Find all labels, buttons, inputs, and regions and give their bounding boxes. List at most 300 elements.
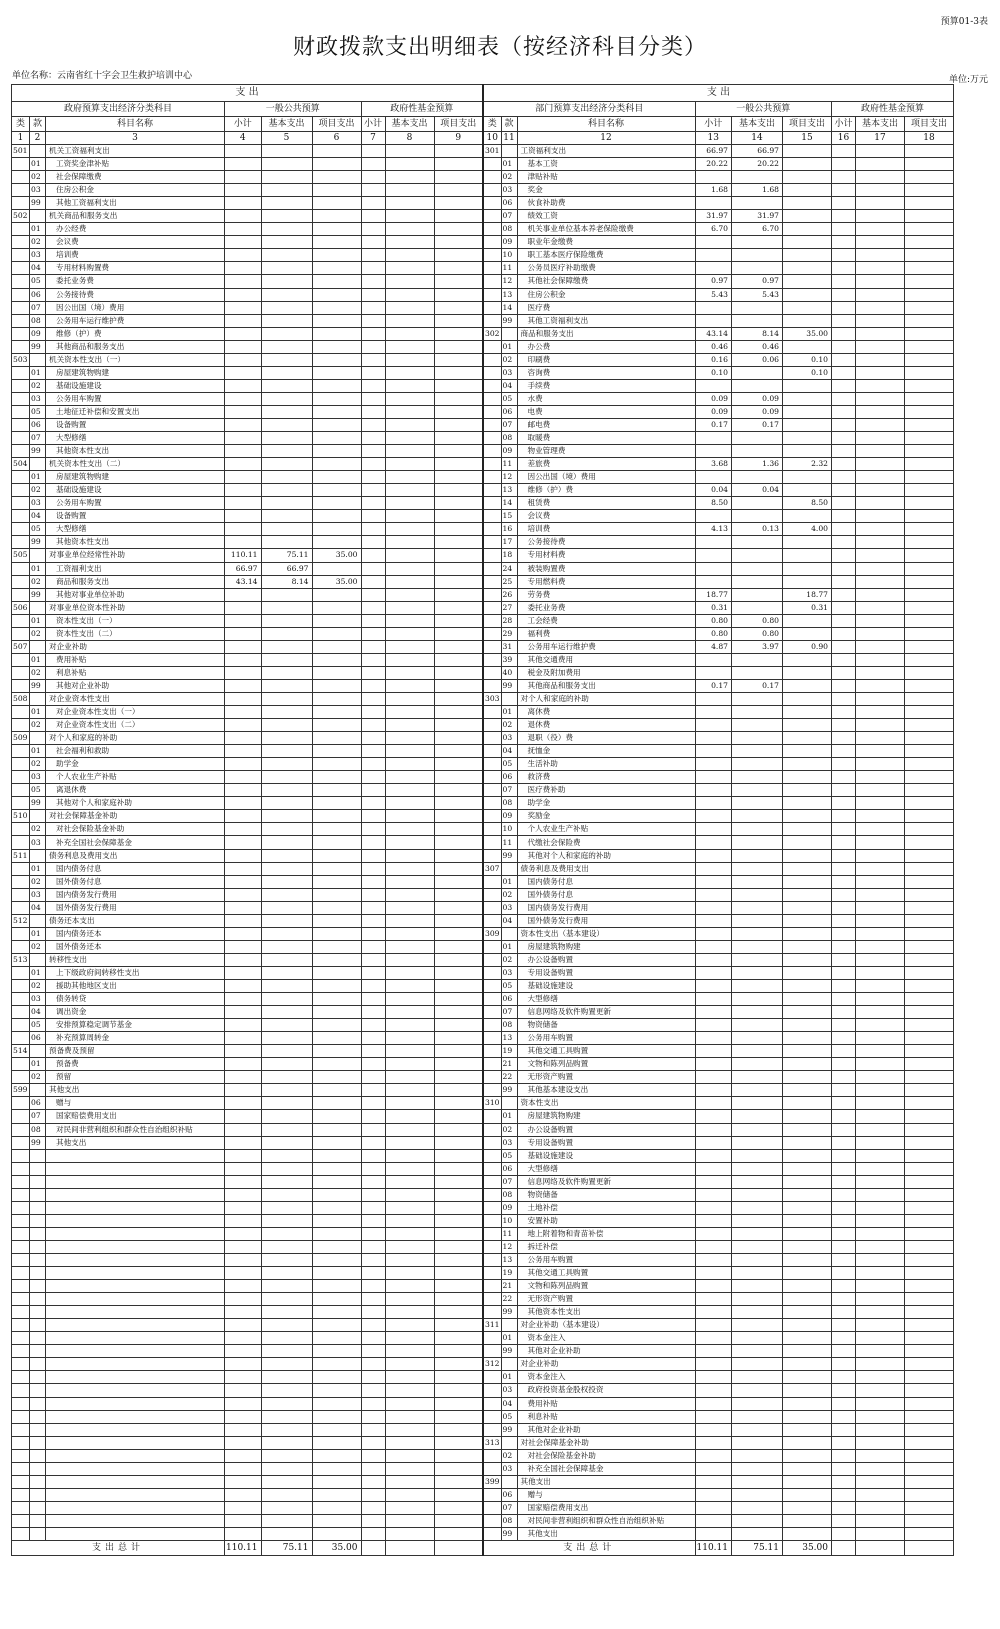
cell-fund-basic xyxy=(856,340,905,353)
cell-kuan: 03 xyxy=(501,366,517,379)
cell-basic xyxy=(261,145,312,158)
cell-fund-project xyxy=(905,1149,954,1162)
cell-subtotal xyxy=(695,1319,732,1332)
cell-fund-basic xyxy=(385,1514,434,1527)
cell-subject-name: 资本性支出（基本建设） xyxy=(517,927,695,940)
cell-fund-basic xyxy=(856,953,905,966)
cell-project xyxy=(783,484,832,497)
cell-fund-subtotal xyxy=(361,784,385,797)
cell-subtotal xyxy=(695,171,732,184)
cell-kuan: 01 xyxy=(30,966,46,979)
cell-subtotal xyxy=(225,418,262,431)
cell-subtotal xyxy=(695,1488,732,1501)
cell-subject-name: 土地征迁补偿和安置支出 xyxy=(46,405,225,418)
cell-basic xyxy=(732,197,783,210)
cell-fund-project xyxy=(434,1384,483,1397)
cell-basic: 0.04 xyxy=(732,484,783,497)
cell-project xyxy=(312,627,361,640)
cell-subtotal xyxy=(695,1214,732,1227)
cell-subject-name: 对企业补助 xyxy=(46,640,225,653)
cell-fund-subtotal xyxy=(832,666,856,679)
cell-project xyxy=(312,353,361,366)
cell-fund-subtotal xyxy=(361,1397,385,1410)
table-row xyxy=(12,262,954,275)
cell-kuan: 14 xyxy=(501,301,517,314)
cell-fund-basic xyxy=(385,1332,434,1345)
cell-subtotal xyxy=(695,249,732,262)
cell-project xyxy=(783,1188,832,1201)
col-kuan: 款 xyxy=(501,117,517,132)
cell-project xyxy=(312,1501,361,1514)
cell-fund-project xyxy=(905,1527,954,1540)
cell-lei xyxy=(12,1123,30,1136)
cell-subject-name: 房屋建筑物购建 xyxy=(46,366,225,379)
cell-fund-project xyxy=(434,1045,483,1058)
cell-lei xyxy=(483,184,501,197)
cell-basic: 3.97 xyxy=(732,640,783,653)
cell-kuan: 02 xyxy=(30,823,46,836)
cell-fund-project xyxy=(434,301,483,314)
cell-kuan: 13 xyxy=(501,1032,517,1045)
column-number: 6 xyxy=(312,132,361,145)
cell-project xyxy=(783,549,832,562)
table-row xyxy=(12,653,954,666)
cell-basic xyxy=(261,1306,312,1319)
cell-subject-name: 其他交通工具购置 xyxy=(517,1267,695,1280)
cell-lei xyxy=(483,601,501,614)
cell-subject-name: 专用设备购置 xyxy=(517,966,695,979)
cell-subject-name: 绩效工资 xyxy=(517,210,695,223)
table-row xyxy=(12,640,954,653)
cell-fund-project xyxy=(905,184,954,197)
cell-lei xyxy=(483,353,501,366)
cell-fund-project xyxy=(434,745,483,758)
cell-fund-subtotal xyxy=(832,353,856,366)
cell-project xyxy=(312,1162,361,1175)
cell-basic xyxy=(732,575,783,588)
cell-fund-project xyxy=(905,575,954,588)
cell-basic xyxy=(732,901,783,914)
cell-fund-basic xyxy=(856,849,905,862)
cell-subject-name: 国家赔偿费用支出 xyxy=(46,1110,225,1123)
cell-subtotal xyxy=(225,627,262,640)
cell-fund-basic xyxy=(856,940,905,953)
col-name: 科目名称 xyxy=(517,117,695,132)
cell-fund-subtotal xyxy=(832,418,856,431)
cell-fund-basic xyxy=(385,771,434,784)
cell-lei xyxy=(483,445,501,458)
cell-subtotal xyxy=(695,1449,732,1462)
cell-subject-name: 地上附着物和青苗补偿 xyxy=(517,1227,695,1240)
cell-fund-subtotal xyxy=(361,1045,385,1058)
cell-subject-name: 工会经费 xyxy=(517,614,695,627)
cell-fund-project xyxy=(905,1345,954,1358)
cell-fund-subtotal xyxy=(832,249,856,262)
cell-fund-subtotal xyxy=(361,993,385,1006)
cell-project xyxy=(783,993,832,1006)
cell-fund-subtotal xyxy=(361,536,385,549)
cell-lei xyxy=(483,171,501,184)
cell-basic xyxy=(261,236,312,249)
cell-kuan xyxy=(501,1358,517,1371)
cell-subject-name: 对企业补助（基本建设） xyxy=(517,1319,695,1332)
cell-fund-basic xyxy=(856,614,905,627)
cell-fund-project xyxy=(434,1358,483,1371)
cell-fund-project xyxy=(434,1475,483,1488)
cell-fund-basic xyxy=(856,1110,905,1123)
cell-basic xyxy=(261,405,312,418)
cell-kuan xyxy=(30,1240,46,1253)
cell-subject-name: 资本性支出 xyxy=(517,1097,695,1110)
cell-kuan: 02 xyxy=(501,1123,517,1136)
cell-subject-name xyxy=(46,1240,225,1253)
cell-project xyxy=(312,862,361,875)
cell-fund-project xyxy=(434,379,483,392)
cell-subtotal xyxy=(695,862,732,875)
cell-kuan: 02 xyxy=(30,758,46,771)
table-row xyxy=(12,1332,954,1345)
cell-project xyxy=(312,445,361,458)
cell-subtotal xyxy=(225,1045,262,1058)
cell-fund-project xyxy=(434,797,483,810)
cell-subtotal xyxy=(225,1032,262,1045)
cell-subtotal xyxy=(695,836,732,849)
cell-subtotal xyxy=(225,1332,262,1345)
cell-subject-name: 其他对企业补助 xyxy=(517,1423,695,1436)
cell-fund-project xyxy=(434,523,483,536)
cell-subtotal xyxy=(225,901,262,914)
cell-kuan: 02 xyxy=(501,1449,517,1462)
cell-subject-name: 委托业务费 xyxy=(517,601,695,614)
cell-fund-subtotal xyxy=(832,223,856,236)
cell-fund-basic xyxy=(385,666,434,679)
cell-basic xyxy=(261,1488,312,1501)
cell-fund-subtotal xyxy=(361,1084,385,1097)
cell-fund-basic xyxy=(385,1097,434,1110)
cell-basic xyxy=(261,836,312,849)
cell-subtotal xyxy=(695,784,732,797)
cell-subtotal xyxy=(695,849,732,862)
cell-fund-basic xyxy=(856,197,905,210)
table-row xyxy=(12,353,954,366)
cell-lei xyxy=(483,679,501,692)
cell-fund-subtotal xyxy=(361,1293,385,1306)
table-row xyxy=(12,914,954,927)
cell-kuan: 04 xyxy=(501,914,517,927)
table-row xyxy=(12,340,954,353)
cell-subject-name: 公务用车运行维护费 xyxy=(517,640,695,653)
cell-lei xyxy=(12,484,30,497)
cell-fund-subtotal xyxy=(832,158,856,171)
cell-fund-project xyxy=(905,432,954,445)
cell-fund-basic xyxy=(385,184,434,197)
cell-subject-name: 资本性支出（一） xyxy=(46,614,225,627)
cell-project xyxy=(783,849,832,862)
cell-fund-project xyxy=(905,706,954,719)
cell-project xyxy=(312,1188,361,1201)
cell-project xyxy=(312,940,361,953)
cell-project xyxy=(312,797,361,810)
cell-project xyxy=(312,379,361,392)
cell-fund-basic xyxy=(385,379,434,392)
cell-kuan: 16 xyxy=(501,523,517,536)
cell-fund-subtotal xyxy=(361,445,385,458)
cell-fund-basic xyxy=(385,719,434,732)
cell-subject-name: 退职（役）费 xyxy=(517,732,695,745)
cell-subtotal xyxy=(225,1527,262,1540)
cell-subject-name: 国外债务付息 xyxy=(46,875,225,888)
cell-basic xyxy=(261,536,312,549)
cell-basic xyxy=(732,445,783,458)
cell-subject-name: 工资福利支出 xyxy=(517,145,695,158)
cell-fund-subtotal xyxy=(832,692,856,705)
cell-fund-project xyxy=(434,1253,483,1266)
cell-fund-basic xyxy=(385,966,434,979)
cell-fund-basic xyxy=(856,145,905,158)
cell-lei xyxy=(483,993,501,1006)
cell-lei xyxy=(12,1488,30,1501)
cell-subject-name xyxy=(46,1488,225,1501)
cell-project xyxy=(783,1071,832,1084)
cell-kuan xyxy=(30,1175,46,1188)
cell-subject-name xyxy=(46,1214,225,1227)
cell-basic xyxy=(261,223,312,236)
cell-fund-project xyxy=(434,171,483,184)
cell-subject-name: 邮电费 xyxy=(517,418,695,431)
cell-project xyxy=(783,314,832,327)
cell-fund-subtotal xyxy=(361,1332,385,1345)
cell-project xyxy=(783,823,832,836)
cell-fund-subtotal xyxy=(832,523,856,536)
cell-project xyxy=(312,1006,361,1019)
cell-basic xyxy=(261,158,312,171)
cell-fund-project xyxy=(905,275,954,288)
cell-project xyxy=(783,1123,832,1136)
left-general-budget-header: 一般公共预算 xyxy=(225,102,362,117)
cell-lei xyxy=(483,301,501,314)
cell-fund-project xyxy=(434,1267,483,1280)
cell-fund-basic xyxy=(856,1162,905,1175)
cell-kuan: 10 xyxy=(501,249,517,262)
cell-kuan: 25 xyxy=(501,575,517,588)
cell-project xyxy=(312,1032,361,1045)
cell-subtotal xyxy=(225,1084,262,1097)
cell-subtotal xyxy=(225,980,262,993)
cell-basic xyxy=(261,601,312,614)
cell-fund-project xyxy=(905,418,954,431)
cell-subtotal xyxy=(225,471,262,484)
cell-project xyxy=(312,1201,361,1214)
cell-fund-project xyxy=(434,471,483,484)
table-row xyxy=(12,379,954,392)
cell-fund-subtotal xyxy=(832,405,856,418)
cell-fund-subtotal xyxy=(361,549,385,562)
cell-subtotal xyxy=(695,914,732,927)
cell-fund-basic xyxy=(385,1475,434,1488)
table-row xyxy=(12,966,954,979)
cell-lei xyxy=(483,953,501,966)
table-row xyxy=(12,314,954,327)
cell-subject-name: 物业管理费 xyxy=(517,445,695,458)
cell-project xyxy=(312,458,361,471)
table-row xyxy=(12,1371,954,1384)
cell-lei xyxy=(483,236,501,249)
cell-kuan xyxy=(30,1371,46,1384)
cell-subtotal xyxy=(225,1149,262,1162)
cell-subtotal xyxy=(225,1214,262,1227)
cell-subject-name: 对社会保障基金补助 xyxy=(46,810,225,823)
col-basic: 基本支出 xyxy=(732,117,783,132)
cell-lei xyxy=(12,653,30,666)
cell-project xyxy=(312,536,361,549)
cell-basic xyxy=(732,1488,783,1501)
cell-kuan xyxy=(30,953,46,966)
table-row xyxy=(12,1267,954,1280)
cell-subject-name: 对企业补助 xyxy=(517,1358,695,1371)
cell-subject-name: 对民间非营利组织和群众性自治组织补贴 xyxy=(46,1123,225,1136)
cell-basic xyxy=(732,549,783,562)
cell-project xyxy=(312,510,361,523)
cell-kuan: 07 xyxy=(501,784,517,797)
cell-fund-subtotal xyxy=(361,314,385,327)
cell-kuan: 24 xyxy=(501,562,517,575)
cell-fund-project xyxy=(434,1162,483,1175)
cell-subtotal xyxy=(225,1110,262,1123)
cell-subtotal xyxy=(225,1097,262,1110)
cell-subject-name xyxy=(46,1227,225,1240)
cell-kuan xyxy=(30,1488,46,1501)
cell-subject-name: 专用设备购置 xyxy=(517,1136,695,1149)
cell-fund-subtotal xyxy=(361,275,385,288)
cell-kuan: 99 xyxy=(501,1084,517,1097)
cell-subtotal xyxy=(225,953,262,966)
cell-fund-subtotal xyxy=(832,679,856,692)
cell-lei: 507 xyxy=(12,640,30,653)
cell-subject-name xyxy=(46,1253,225,1266)
cell-subtotal xyxy=(225,1201,262,1214)
cell-kuan xyxy=(30,849,46,862)
cell-subject-name: 基础设施建设 xyxy=(517,1149,695,1162)
cell-fund-project xyxy=(434,1423,483,1436)
cell-subtotal xyxy=(695,927,732,940)
cell-subject-name: 代缴社会保险费 xyxy=(517,836,695,849)
cell-subject-name: 大型修缮 xyxy=(517,1162,695,1175)
cell-basic: 8.14 xyxy=(261,575,312,588)
cell-kuan: 01 xyxy=(501,158,517,171)
cell-lei xyxy=(483,223,501,236)
cell-basic xyxy=(261,797,312,810)
cell-project xyxy=(783,1175,832,1188)
cell-kuan: 02 xyxy=(30,171,46,184)
cell-kuan xyxy=(30,1514,46,1527)
cell-fund-basic xyxy=(385,1345,434,1358)
cell-kuan: 01 xyxy=(30,562,46,575)
cell-project xyxy=(312,927,361,940)
cell-fund-subtotal xyxy=(361,1462,385,1475)
cell-subtotal xyxy=(225,223,262,236)
cell-basic xyxy=(261,1136,312,1149)
cell-fund-basic xyxy=(856,1253,905,1266)
cell-project xyxy=(783,1345,832,1358)
cell-basic xyxy=(732,771,783,784)
cell-subtotal xyxy=(225,262,262,275)
cell-fund-project xyxy=(905,497,954,510)
cell-fund-subtotal xyxy=(361,510,385,523)
cell-fund-subtotal xyxy=(832,1475,856,1488)
cell-fund-subtotal xyxy=(832,980,856,993)
cell-lei xyxy=(483,1501,501,1514)
cell-fund-basic xyxy=(856,784,905,797)
table-row xyxy=(12,706,954,719)
cell-project xyxy=(783,1201,832,1214)
cell-fund-subtotal xyxy=(361,1358,385,1371)
cell-basic xyxy=(732,1019,783,1032)
cell-project xyxy=(312,888,361,901)
cell-project xyxy=(312,497,361,510)
cell-kuan xyxy=(30,640,46,653)
cell-fund-basic xyxy=(385,549,434,562)
cell-fund-basic xyxy=(856,353,905,366)
cell-subtotal xyxy=(695,1306,732,1319)
cell-basic xyxy=(732,706,783,719)
cell-fund-project xyxy=(434,1136,483,1149)
cell-fund-subtotal xyxy=(832,379,856,392)
cell-kuan: 06 xyxy=(501,993,517,1006)
cell-basic xyxy=(732,249,783,262)
cell-fund-project xyxy=(434,458,483,471)
cell-subtotal xyxy=(695,953,732,966)
cell-basic xyxy=(261,366,312,379)
cell-basic xyxy=(732,849,783,862)
cell-fund-subtotal xyxy=(361,471,385,484)
cell-kuan: 99 xyxy=(501,1306,517,1319)
cell-kuan: 02 xyxy=(501,353,517,366)
cell-project xyxy=(783,1384,832,1397)
cell-fund-basic xyxy=(385,601,434,614)
cell-fund-basic xyxy=(385,940,434,953)
cell-fund-project xyxy=(905,353,954,366)
table-row xyxy=(12,236,954,249)
cell-project xyxy=(312,184,361,197)
cell-subtotal xyxy=(225,836,262,849)
cell-kuan: 02 xyxy=(501,719,517,732)
cell-kuan xyxy=(30,1384,46,1397)
cell-fund-project xyxy=(434,1397,483,1410)
cell-subtotal xyxy=(225,1423,262,1436)
cell-kuan xyxy=(30,145,46,158)
cell-fund-project xyxy=(434,536,483,549)
cell-fund-basic xyxy=(856,1019,905,1032)
cell-fund-basic xyxy=(385,1227,434,1240)
cell-fund-basic xyxy=(856,1436,905,1449)
cell-basic xyxy=(261,862,312,875)
cell-fund-subtotal xyxy=(361,327,385,340)
cell-basic: 20.22 xyxy=(732,158,783,171)
cell-fund-basic xyxy=(385,980,434,993)
table-row xyxy=(12,1110,954,1123)
cell-fund-basic xyxy=(856,1227,905,1240)
cell-subject-name: 国外债务付息 xyxy=(517,888,695,901)
cell-project xyxy=(312,914,361,927)
cell-basic xyxy=(261,588,312,601)
cell-fund-project xyxy=(905,797,954,810)
cell-project xyxy=(312,223,361,236)
cell-fund-project xyxy=(905,1006,954,1019)
cell-subject-name: 租赁费 xyxy=(517,497,695,510)
cell-fund-subtotal xyxy=(832,1240,856,1253)
cell-kuan xyxy=(30,1462,46,1475)
cell-subtotal xyxy=(225,458,262,471)
